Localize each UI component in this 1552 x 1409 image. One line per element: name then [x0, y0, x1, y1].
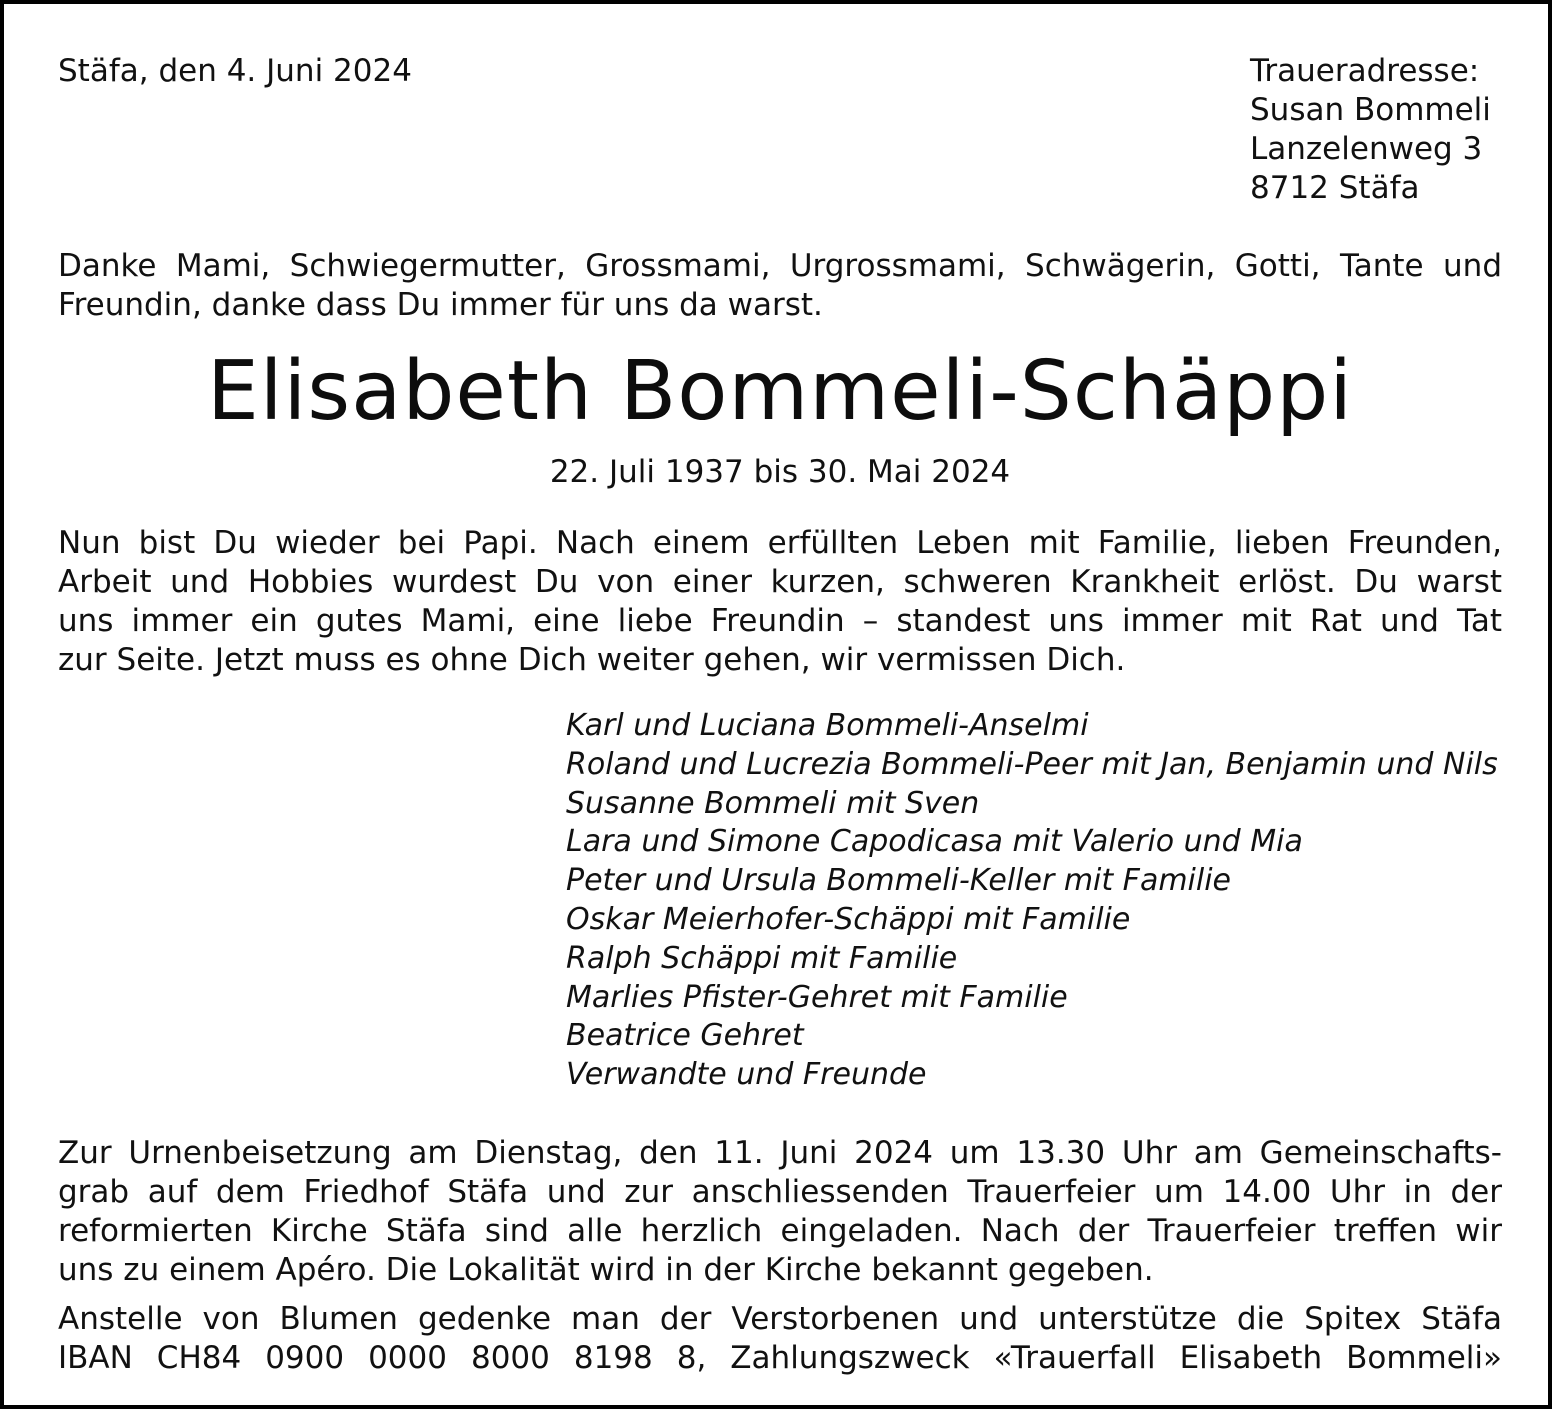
- donation-note: [58, 1300, 1502, 1378]
- address-name: Susan Bommeli: [1250, 92, 1491, 128]
- tribute-line: Nun bist Du wieder bei Papi. Nach einem erfüllten Leben mit Familie, lieben Freunden,: [58, 525, 1502, 561]
- donation-line: Anstelle von Blumen gedenke man der Verstorbenen und unterstütze die Spitex Stäfa: [58, 1301, 1502, 1337]
- mourner-entry: Verwandte und Freunde: [566, 1057, 927, 1093]
- thanks-line: Freundin, danke dass Du immer für uns da warst.: [58, 287, 823, 323]
- mourners-list: [566, 707, 1498, 1095]
- mourner-entry: Ralph Schäppi mit Familie: [566, 940, 958, 976]
- tribute-paragraph: [58, 524, 1502, 680]
- funeral-announcement: [58, 1134, 1502, 1290]
- address-street: Lanzelenweg 3: [1250, 131, 1483, 167]
- mourner-entry: Beatrice Gehret: [566, 1018, 804, 1054]
- mourner-entry: Marlies Pfister-Gehret mit Familie: [566, 979, 1068, 1015]
- mourner-entry: Peter und Ursula Bommeli-Keller mit Familie: [566, 863, 1232, 899]
- mourner-entry: Lara und Simone Capodicasa mit Valerio und Mia: [566, 824, 1303, 860]
- mourner-entry: Roland und Lucrezia Bommeli-Peer mit Jan, Benjamin und Nils: [566, 746, 1498, 782]
- mourner-entry: Karl und Luciana Bommeli-Anselmi: [566, 708, 1089, 743]
- address-city: 8712 Stäfa: [1250, 170, 1420, 206]
- mourner-entry: Susanne Bommeli mit Sven: [566, 785, 980, 821]
- donation-line: IBAN CH84 0900 0000 8000 8198 8, Zahlungszweck «Trauerfall Elisabeth Bommeli»: [58, 1340, 1502, 1376]
- funeral-line: uns zu einem Apéro. Die Lokalität wird in der Kirche bekannt gegeben.: [58, 1252, 1154, 1288]
- address-label: Traueradresse:: [1250, 53, 1480, 89]
- funeral-line: grab auf dem Friedhof Stäfa und zur anschliessenden Trauerfeier um 14.00 Uhr in der: [58, 1174, 1502, 1210]
- tribute-line: Arbeit und Hobbies wurdest Du von einer kurzen, schweren Krankheit erlöst. Du warst: [58, 564, 1502, 600]
- funeral-line: reformierten Kirche Stäfa sind alle herzlich eingeladen. Nach der Trauerfeier treffen wir: [58, 1213, 1502, 1249]
- place-date: Stäfa, den 4. Juni 2024: [58, 53, 412, 89]
- thanks-paragraph: [58, 247, 1502, 325]
- deceased-name: Elisabeth Bommeli-Schäppi: [206, 344, 1354, 439]
- thanks-line: Danke Mami, Schwiegermutter, Grossmami, Urgrossmami, Schwägerin, Gotti, Tante und: [58, 248, 1502, 284]
- funeral-line: Zur Urnenbeisetzung am Dienstag, den 11. Juni 2024 um 13.30 Uhr am Gemeinschafts-: [58, 1135, 1502, 1171]
- mourner-entry: Oskar Meierhofer-Schäppi mit Familie: [566, 901, 1131, 937]
- tribute-line: zur Seite. Jetzt muss es ohne Dich weiter gehen, wir vermissen Dich.: [58, 642, 1126, 678]
- mourning-address: [1250, 52, 1491, 208]
- life-dates: 22. Juli 1937 bis 30. Mai 2024: [549, 454, 1011, 490]
- tribute-line: uns immer ein gutes Mami, eine liebe Freundin – standest uns immer mit Rat und Tat: [58, 603, 1502, 639]
